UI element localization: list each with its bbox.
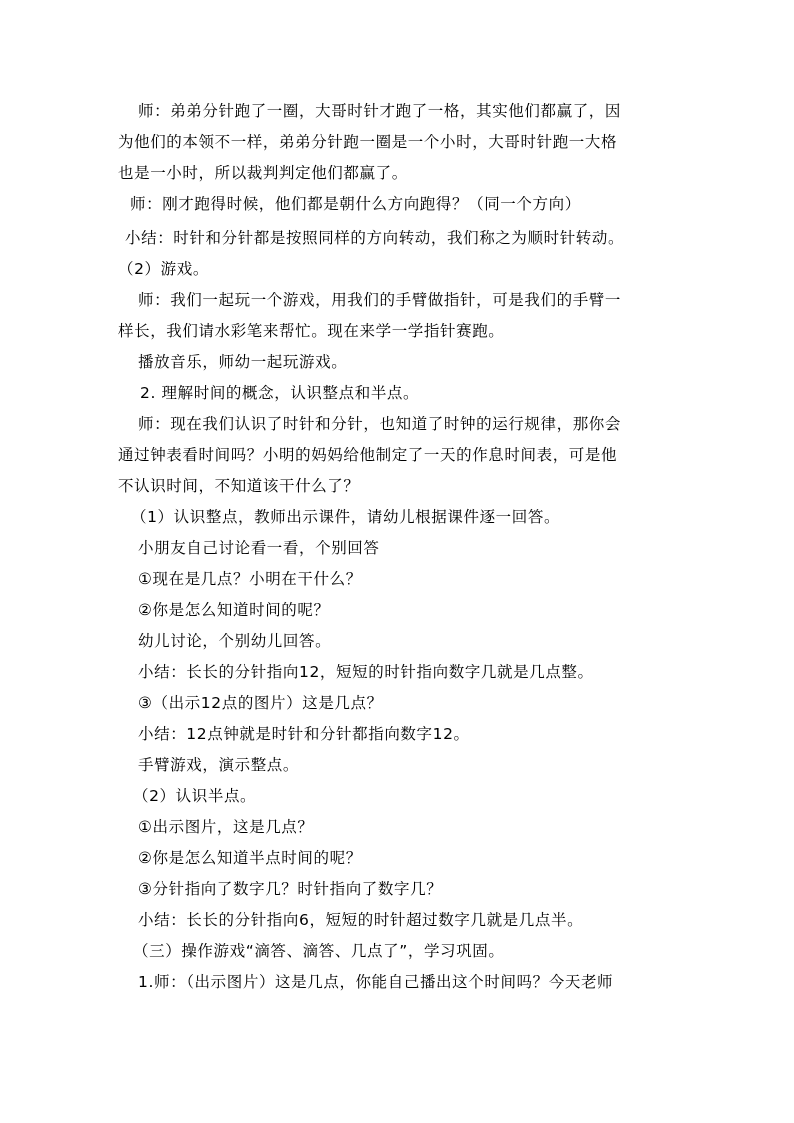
text-line: 小朋友自己讨论看一看，个别回答 xyxy=(138,539,380,557)
text-line: （1）认识整点，教师出示课件，请幼儿根据课件逐一回答。 xyxy=(131,508,561,526)
text-line: 小结：长长的分针指向6，短短的时针超过数字几就是几点半。 xyxy=(138,911,584,929)
text-line: ③分针指向了数字几？时针指向了数字几？ xyxy=(138,880,443,898)
text-line: （2）认识半点。 xyxy=(133,787,257,805)
text-line: ②你是怎么知道半点时间的呢？ xyxy=(138,849,362,867)
text-line: 通过钟表看时间吗？小明的妈妈给他制定了一天的作息时间表，可是他 xyxy=(118,446,618,464)
text-line: 师：现在我们认识了时针和分针，也知道了时钟的运行规律，那你会 xyxy=(138,415,622,433)
text-line: 1.师：（出示图片）这是几点，你能自己播出这个时间吗？今天老师 xyxy=(138,973,614,991)
text-line: 也是一小时，所以裁判判定他们都赢了。 xyxy=(118,164,408,182)
text-line: 师：弟弟分针跑了一圈，大哥时针才跑了一格，其实他们都赢了，因 xyxy=(138,102,622,120)
text-line: 手臂游戏，演示整点。 xyxy=(138,756,300,774)
text-line: ②你是怎么知道时间的呢？ xyxy=(138,601,330,619)
text-line: （2）游戏。 xyxy=(118,260,209,278)
text-line: 师：刚才跑得时候，他们都是朝什么方向跑得？（同一个方向） xyxy=(130,195,581,213)
text-line: 小结：长长的分针指向12，短短的时针指向数字几就是几点整。 xyxy=(138,663,594,681)
text-line: 幼儿讨论，个别幼儿回答。 xyxy=(138,632,332,650)
text-line: 播放音乐，师幼一起玩游戏。 xyxy=(138,353,348,371)
text-line: 小结：12点钟就是时针和分针都指向数字12。 xyxy=(138,725,470,743)
text-line: 不认识时间，不知道该干什么了？ xyxy=(118,477,360,495)
text-line: ③（出示12点的图片）这是几点？ xyxy=(138,694,383,712)
text-line: 样长，我们请水彩笔来帮忙。现在来学一学指针赛跑。 xyxy=(118,322,505,340)
text-line: （三）操作游戏“滴答、滴答、几点了”，学习巩固。 xyxy=(133,942,505,960)
text-line: 2. 理解时间的概念，认识整点和半点。 xyxy=(140,384,420,402)
text-line: ①现在是几点？小明在干什么？ xyxy=(138,570,362,588)
text-line: ①出示图片，这是几点？ xyxy=(138,818,314,836)
text-line: 师：我们一起玩一个游戏，用我们的手臂做指针，可是我们的手臂一 xyxy=(138,291,622,309)
text-line: 小结：时针和分针都是按照同样的方向转动，我们称之为顺时针转动。 xyxy=(125,229,625,247)
text-line: 为他们的本领不一样，弟弟分针跑一圈是一个小时，大哥时针跑一大格 xyxy=(118,133,618,151)
